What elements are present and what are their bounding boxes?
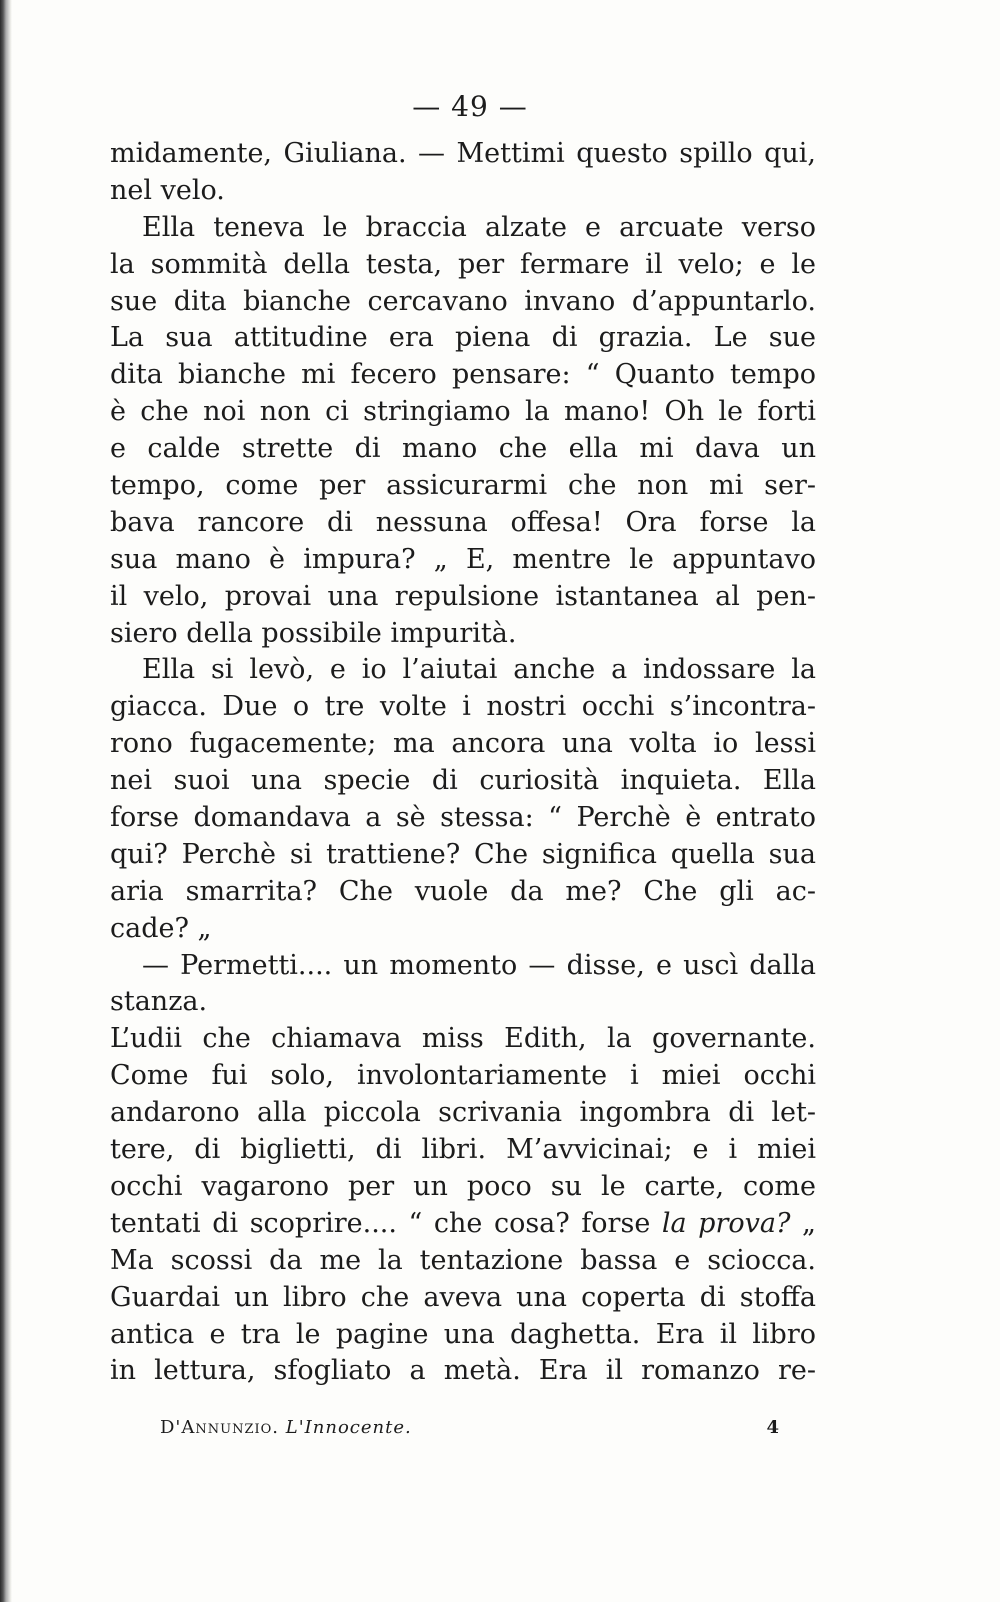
text-line: andarono alla piccola scrivania ingombra di let- [110, 1097, 816, 1129]
text-line: qui? Perchè si trattiene? Che significa quella sua [110, 838, 816, 870]
text-line: e calde strette di mano che ella mi dava un [110, 433, 816, 465]
page-spine-shadow [0, 0, 12, 1602]
text-line: antica e tra le pagine una daghetta. Era il libro [110, 1318, 816, 1350]
text-line: cade? „ [110, 912, 212, 944]
text-line: Guardai un libro che aveva una coperta di stoffa [110, 1281, 816, 1313]
text-line: Ella teneva le braccia alzate e arcuate verso [142, 211, 816, 243]
text-line: giacca. Due o tre volte i nostri occhi s’incontra- [110, 691, 816, 723]
text-line: nei suoi una specie di curiosità inquieta. Ella [110, 765, 816, 797]
signature-mark: 4 [766, 1417, 780, 1438]
text-line: stanza. [110, 986, 208, 1018]
text-line: L’udii che chiamava miss Edith, la governante. [110, 1023, 816, 1055]
page-number: — 49 — [412, 90, 528, 123]
text-line: sue dita bianche cercavano invano d’appuntarlo. [110, 285, 816, 317]
text-line: — Permetti.... un momento — disse, e uscì dalla [142, 949, 816, 981]
text-line: sua mano è impura? „ E, mentre le appuntavo [110, 543, 816, 575]
text-line: in lettura, sfogliato a metà. Era il romanzo re- [110, 1355, 816, 1387]
text-line: tentati di scoprire.... “ che cosa? forse la prova? „ [110, 1207, 816, 1239]
text-line: rono fugacemente; ma ancora una volta io lessi [110, 728, 816, 760]
text-line: tere, di biglietti, di libri. M’avvicinai; e i miei [110, 1134, 816, 1166]
footer-author: D'Annunzio. [160, 1417, 280, 1438]
text-line: Ma scossi da me la tentazione bassa e sciocca. [110, 1244, 816, 1276]
text-line: siero della possibile impurità. [110, 617, 517, 649]
page-footer [160, 1417, 780, 1438]
body-text [110, 136, 816, 1390]
emphasis-text: la prova? [661, 1207, 791, 1239]
text-line: il velo, provai una repulsione istantanea al pen- [110, 580, 816, 612]
text-line: la sommità della testa, per fermare il velo; e le [110, 248, 816, 280]
text-line: nel velo. [110, 174, 225, 206]
text-line: Ella si levò, e io l’aiutai anche a indossare la [142, 654, 816, 686]
text-line: dita bianche mi fecero pensare: “ Quanto tempo [110, 359, 816, 391]
footer-book-title: L'Innocente. [285, 1417, 412, 1438]
text-line: Come fui solo, involontariamente i miei occhi [110, 1060, 816, 1092]
text-line: tempo, come per assicurarmi che non mi ser- [110, 470, 816, 502]
text-line: aria smarrita? Che vuole da me? Che gli ac- [110, 875, 816, 907]
text-line: è che noi non ci stringiamo la mano! Oh le forti [110, 396, 816, 428]
text-line: occhi vagarono per un poco su le carte, come [110, 1170, 816, 1202]
text-line: forse domandava a sè stessa: “ Perchè è entrato [110, 802, 816, 834]
text-line: bava rancore di nessuna offesa! Ora forse la [110, 506, 816, 538]
text-line: La sua attitudine era piena di grazia. Le sue [110, 322, 816, 354]
text-line: midamente, Giuliana. — Mettimi questo spillo qui, [110, 138, 816, 169]
